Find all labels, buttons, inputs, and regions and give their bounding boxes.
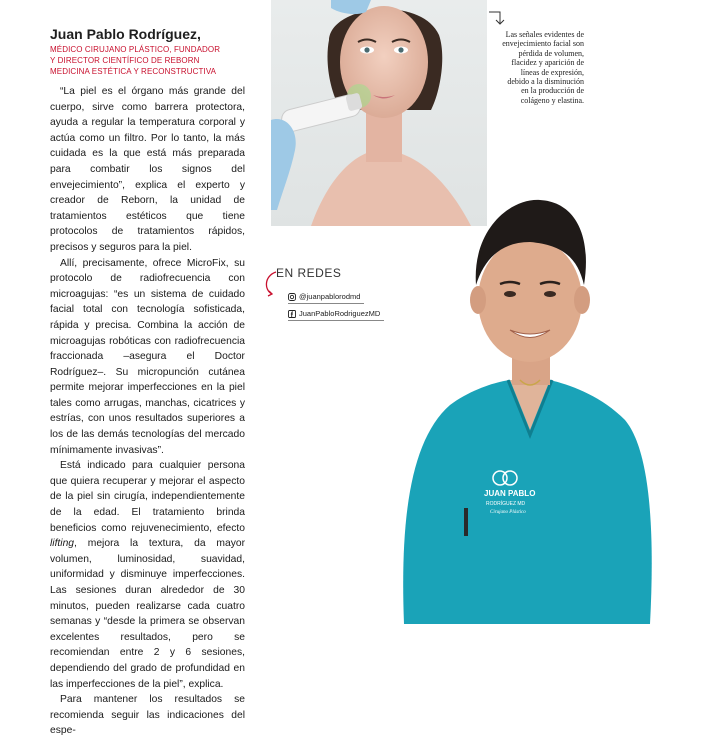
- caption-arrow-icon: [488, 8, 506, 26]
- instagram-label: @juanpablorodmd: [299, 292, 361, 301]
- doctor-portrait-illustration: [400, 190, 660, 624]
- scrubs-logo-tagline: Cirujano Plástico: [490, 510, 526, 515]
- article-text: Está indicado para cualquier persona que quiera recuperar y mejorar el aspecto de la piel sin cirugía, independientemente de la edad. El tratamiento brinda beneficios como rejuvenecimiento, efecto: [50, 460, 245, 534]
- facebook-label: JuanPabloRodriguezMD: [299, 309, 381, 318]
- author-role-line: MÉDICO CIRUJANO PLÁSTICO, FUNDADOR: [50, 45, 221, 54]
- facebook-handle[interactable]: [288, 309, 380, 318]
- article-emphasis: lifting: [50, 538, 75, 550]
- divider: [288, 303, 364, 304]
- author-role-line: MEDICINA ESTÉTICA Y RECONSTRUCTIVA: [50, 67, 217, 76]
- author-name: Juan Pablo Rodríguez,: [50, 26, 201, 42]
- article-paragraph: Para mantener los resultados se recomienda seguir las indicaciones del espe-: [50, 694, 245, 737]
- author-role-line: Y DIRECTOR CIENTÍFICO DE REBORN: [50, 56, 200, 65]
- facebook-icon: [288, 310, 296, 318]
- doctor-portrait: [400, 190, 660, 624]
- scrubs-logo-subtitle: RODRÍGUEZ MD: [486, 501, 526, 507]
- article-paragraph: Allí, precisamente, ofrece MicroFix, su protocolo de radiofrecuencia con microagujas: “es un sistema de cuidado facial total con tecnología sofisticada, rápida y precisa. Combina la acción de microagujas robóticas con radiofrecuencia fraccionada –asegura el Doctor Rodríguez–. Su micropunción cutánea permite mejorar imperfecciones en la piel tales como arrugas, manchas, cicatrices y estrías, con unos resultados superiores a los de las demás tecnologías del mercado mínimamente invasivas”.: [50, 257, 245, 456]
- author-block: [50, 26, 250, 77]
- article-paragraph: “La piel es el órgano más grande del cuerpo, sirve como barrera protectora, ayuda a regular la temperatura corporal y actúa como un filtro. Por lo tanto, la más cuidada es la que está más preparada para combatir los signos del envejecimiento”, explica el experto y creador de Reborn, la unidad de tratamientos estéticos que tiene protocolos de tratamientos rápidos, precisos y seguros para la piel.: [50, 86, 245, 253]
- instagram-handle[interactable]: [288, 292, 360, 301]
- divider: [288, 320, 384, 321]
- social-title: EN REDES: [276, 266, 342, 280]
- instagram-icon: [288, 293, 296, 301]
- author-role: [50, 44, 250, 77]
- article-paragraph: [50, 458, 245, 692]
- scrubs-logo-name: JUAN PABLO: [484, 489, 536, 498]
- article-body: [50, 84, 245, 739]
- photo-caption: Las señales evidentes de envejecimiento facial son pérdida de volumen, flacidez y aparición de líneas de expresión, debido a la disminución en la producción de colágeno y elastina.: [502, 30, 584, 105]
- article-text: , mejora la textura, da mayor volumen, luminosidad, suavidad, uniformidad y disminuye imperfecciones. Las sesiones duran alrededor de 30 minutos, pueden realizarse cada cuatro semanas y “desde la primera se observan excelentes resultados, pero se recomiendan entre 2 y 6 sesiones, dependiendo del grado de profundidad en las imperfecciones de la piel”, explica.: [50, 538, 245, 690]
